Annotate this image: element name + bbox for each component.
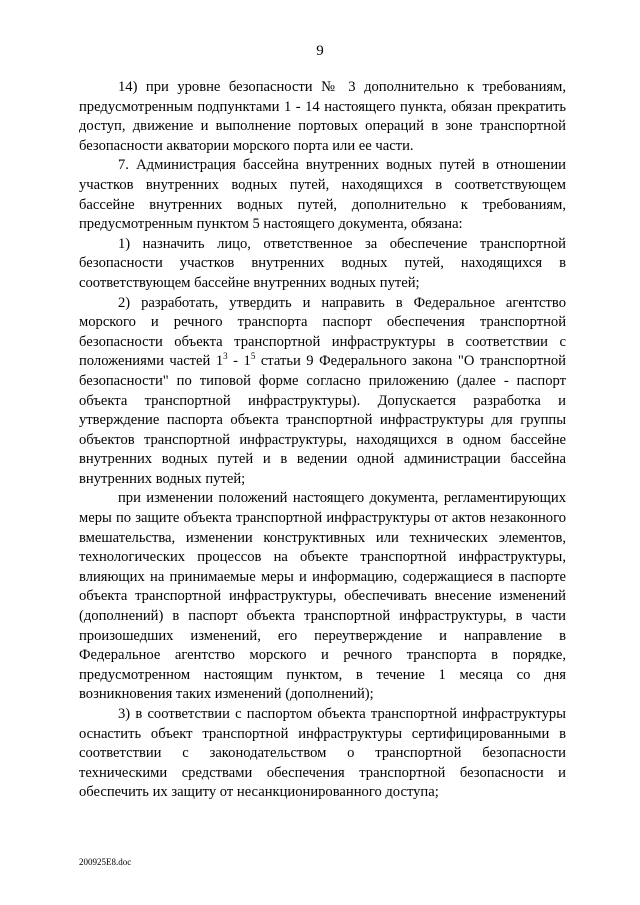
superscript-3: 3 xyxy=(223,351,228,362)
paragraph-2-dash: - 1 xyxy=(227,353,251,370)
paragraph-3-equip-facility: 3) в соответствии с паспортом объекта транспортной инфраструктуры оснастить объект транспортной инфраструктуры сертифицированными в соответствии с законодательством о транспортной безопасности техническими средствами обеспечения транспортной безопасности и обеспечить их защиту от несанкционированного доступа; xyxy=(79,706,566,801)
paragraph-1-appoint-person: 1) назначить лицо, ответственное за обеспечение транспортной безопасности участков внутренних водных путей, находящихся в соответствующем бассейне внутренних водных путей; xyxy=(79,235,566,291)
paragraph-amendments: при изменении положений настоящего документа, регламентирующих меры по защите объекта транспортной инфраструктуры от актов незаконного вмешательства, изменении конструктивных или технических элементов, технологических процессов на объекте транспортной инфраструктуры, влияющих на принимаемые меры и информацию, содержащиеся в паспорте объекта транспортной инфраструктуры, обеспечивать внесение изменений (дополнений) в паспорт объекта транспортной инфраструктуры, в части произошедших изменений, его переутверждение и направление в Федеральное агентство морского и речного транспорта в порядке, предусмотренном настоящим пунктом, в течение 1 месяца со дня возникновения таких изменений (дополнений); xyxy=(79,490,566,703)
document-filename: 200925E8.doc xyxy=(79,857,132,867)
paragraph-2-text-end: статьи 9 Федерального закона "О транспортной безопасности" по типовой форме согласно приложению (далее - паспорт объекта транспортной инфраструктуры). Допускается разработка и утверждение паспорта объекта транспортной инфраструктуры для группы объектов транспортной инфраструктуры, находящихся в одном бассейне внутренних водных путей и в ведении одной администрации бассейна внутренних водных путей; xyxy=(79,353,566,487)
paragraph-2-text-start: 2) разработать, утвердить и направить в Федеральное агентство морского и речного транспорта паспорт обеспечения транспортной безопасности объекта транспортной инфраструктуры в соответствии с положениями частей 1 xyxy=(79,294,566,370)
page-number: 9 xyxy=(316,43,324,59)
paragraph-7-basin-administration: 7. Администрация бассейна внутренних водных путей в отношении участков внутренних водных путей, находящихся в соответствующем бассейне внутренних водных путей, дополнительно к требованиям, предусмотренным пунктом 5 настоящего документа, обязана: xyxy=(79,157,566,233)
paragraph-14-security-level-3: 14) при уровне безопасности № 3 дополнительно к требованиям, предусмотренным подпунктами 1 - 14 настоящего пункта, обязан прекратить доступ, движение и выполнение портовых операций в зоне транспортной безопасности акватории морского порта или ее части. xyxy=(79,79,566,154)
paragraph-2-develop-passport xyxy=(79,294,566,490)
superscript-5: 5 xyxy=(250,351,256,362)
document-body xyxy=(79,78,566,803)
